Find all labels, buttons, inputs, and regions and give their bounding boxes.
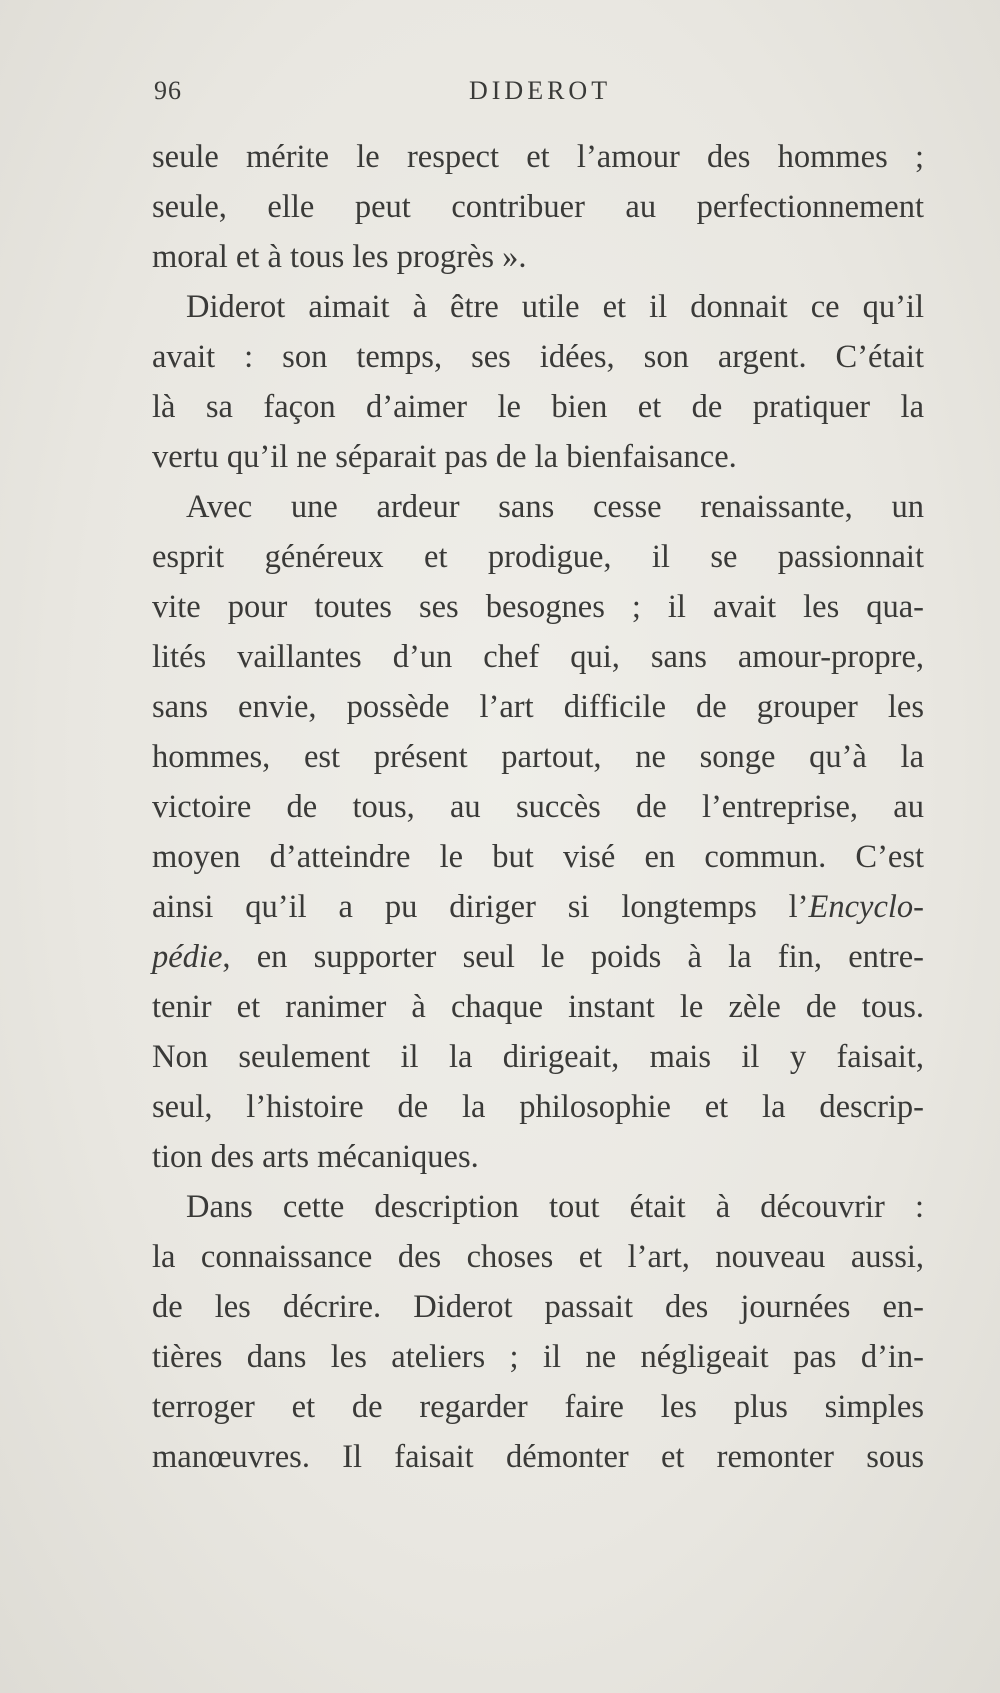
text-line [152,332,924,382]
line-text: tion des arts mécaniques. [152,1139,479,1175]
italic-text: Encyclo- [808,889,924,925]
line-text: la connaissance des choses et l’art, nouveau aussi, [152,1239,924,1275]
line-text: moral et à tous les progrès ». [152,239,527,275]
text-line [152,1032,924,1082]
line-text: sans envie, possède l’art difficile de grouper les [152,689,924,725]
line-text: seule, elle peut contribuer au perfectionnement [152,189,924,225]
text-line [152,782,924,832]
line-text: Avec une ardeur sans cesse renaissante, un [186,489,924,525]
text-line [152,632,924,682]
line-text: manœuvres. Il faisait démonter et remonter sous [152,1439,924,1475]
text-line [152,1082,924,1132]
line-text: vite pour toutes ses besognes ; il avait les qua- [152,589,924,625]
line-text: tières dans les ateliers ; il ne négligeait pas d’in- [152,1339,924,1375]
text-line [152,1182,924,1232]
line-text: Non seulement il la dirigeait, mais il y faisait, [152,1039,924,1075]
line-text: là sa façon d’aimer le bien et de pratiquer la [152,389,924,425]
text-line [152,1282,924,1332]
text-line [152,282,924,332]
text-line [152,832,924,882]
text-line [152,232,924,282]
text-line [152,1132,924,1182]
text-line [152,1232,924,1282]
page-number: 96 [154,76,182,105]
text-line [152,482,924,532]
line-text: vertu qu’il ne séparait pas de la bienfaisance. [152,439,737,475]
text-line [152,1432,924,1482]
line-text: , en supporter seul le poids à la fin, entre- [222,939,924,975]
line-text: moyen d’atteindre le but visé en commun. C’est [152,839,924,875]
line-text: seul, l’histoire de la philosophie et la descrip- [152,1089,924,1125]
text-line [152,682,924,732]
text-line [152,532,924,582]
text-line [152,1382,924,1432]
body-text [152,132,924,1482]
line-text: Diderot aimait à être utile et il donnait ce qu’il [186,289,924,325]
text-line [152,182,924,232]
text-line [152,732,924,782]
page-header [154,76,924,116]
line-text: ainsi qu’il a pu diriger si longtemps l’ [152,889,809,925]
line-text: Dans cette description tout était à découvrir : [186,1189,924,1225]
text-line [152,132,924,182]
line-text: avait : son temps, ses idées, son argent. C’était [152,339,924,375]
running-title: DIDEROT [469,76,612,105]
text-line [152,1332,924,1382]
line-text: lités vaillantes d’un chef qui, sans amour-propre, [152,639,924,675]
line-text: esprit généreux et prodigue, il se passionnait [152,539,924,575]
line-text: seule mérite le respect et l’amour des hommes ; [152,139,924,175]
line-text: hommes, est présent partout, ne songe qu’à la [152,739,924,775]
line-text: de les décrire. Diderot passait des journées en- [152,1289,924,1325]
text-line [152,982,924,1032]
line-text: victoire de tous, au succès de l’entreprise, au [152,789,924,825]
text-line [152,932,924,982]
text-line [152,382,924,432]
italic-text: pédie [152,939,223,975]
line-text: terroger et de regarder faire les plus simples [152,1389,924,1425]
text-line [152,432,924,482]
text-line [152,582,924,632]
line-text: tenir et ranimer à chaque instant le zèle de tous. [152,989,924,1025]
text-line [152,882,924,932]
